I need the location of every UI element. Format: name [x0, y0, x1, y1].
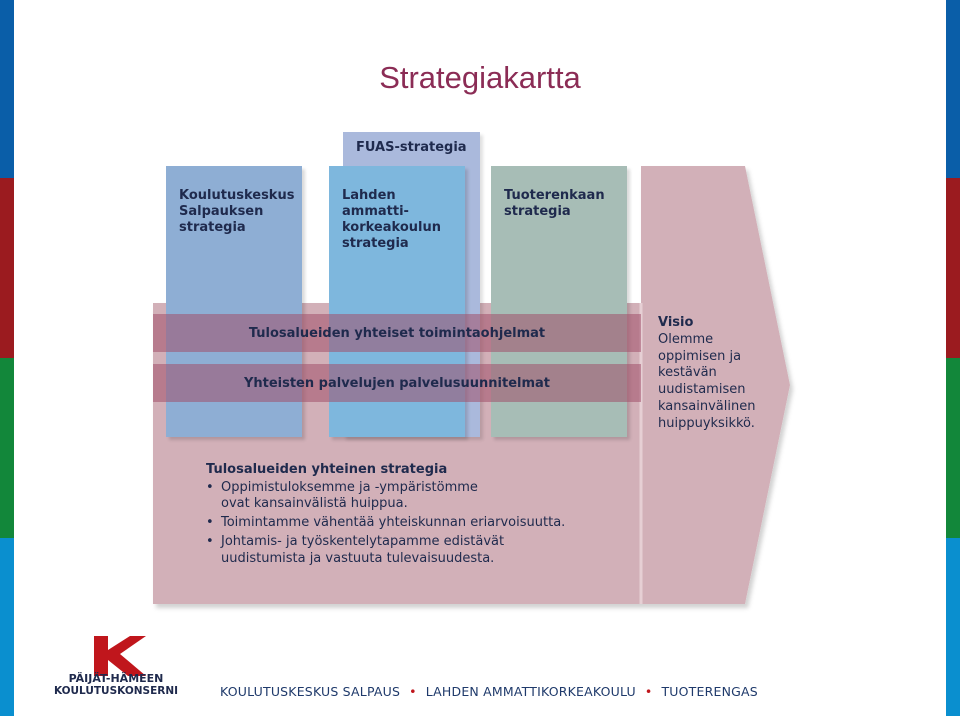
footer-item-lamk: LAHDEN AMMATTIKORKEAKOULU	[425, 684, 636, 699]
column-lamk-label: Lahden ammatti- korkeakoulun strategia	[342, 188, 441, 251]
vision-block	[658, 315, 778, 433]
footer-item-salpaus: KOULUTUSKESKUS SALPAUS	[220, 684, 401, 699]
logo-line-2: KOULUTUSKONSERNI	[53, 685, 179, 697]
vision-statement: Olemme oppimisen ja kestävän uudistamisen kansainvälinen huippuyksikkö.	[658, 331, 756, 431]
column-salpaus-label: Koulutuskeskus Salpauksen strategia	[179, 188, 295, 235]
strategy-bullet	[206, 515, 626, 532]
band-action-programs: Tulosalueiden yhteiset toimintaohjelmat	[153, 314, 641, 352]
footer-item-tuoterengas: TUOTERENGAS	[661, 684, 758, 699]
strategy-bullet-text: Oppimistuloksemme ja -ympäristömme ovat kansainvälistä huippua.	[221, 479, 478, 511]
band-service-plans: Yhteisten palvelujen palvelusuunnitelmat	[153, 364, 641, 402]
vision-heading: Visio	[658, 315, 694, 330]
column-tuoterengas-label: Tuoterenkaan strategia	[504, 188, 605, 219]
page-title: Strategiakartta	[379, 60, 581, 95]
fuas-label: FUAS-strategia	[356, 140, 467, 155]
logo-line-1: PÄIJÄT-HÄMEEN	[68, 672, 164, 685]
footer-separator: •	[409, 684, 417, 699]
common-strategy-block	[206, 462, 626, 567]
footer-separator: •	[644, 684, 653, 699]
footer-organizations	[220, 684, 758, 699]
strategy-bullet	[206, 480, 626, 513]
strategy-bullet-text: Johtamis- ja työskentelytapamme edistävät uudistumista ja vastuuta tulevaisuudesta.	[221, 534, 505, 566]
logo-mark-icon	[90, 636, 146, 676]
common-strategy-heading: Tulosalueiden yhteinen strategia	[206, 462, 448, 477]
strategy-bullet	[206, 534, 626, 567]
strategy-bullet-text: Toimintamme vähentää yhteiskunnan eriarvoisuutta.	[221, 514, 566, 530]
